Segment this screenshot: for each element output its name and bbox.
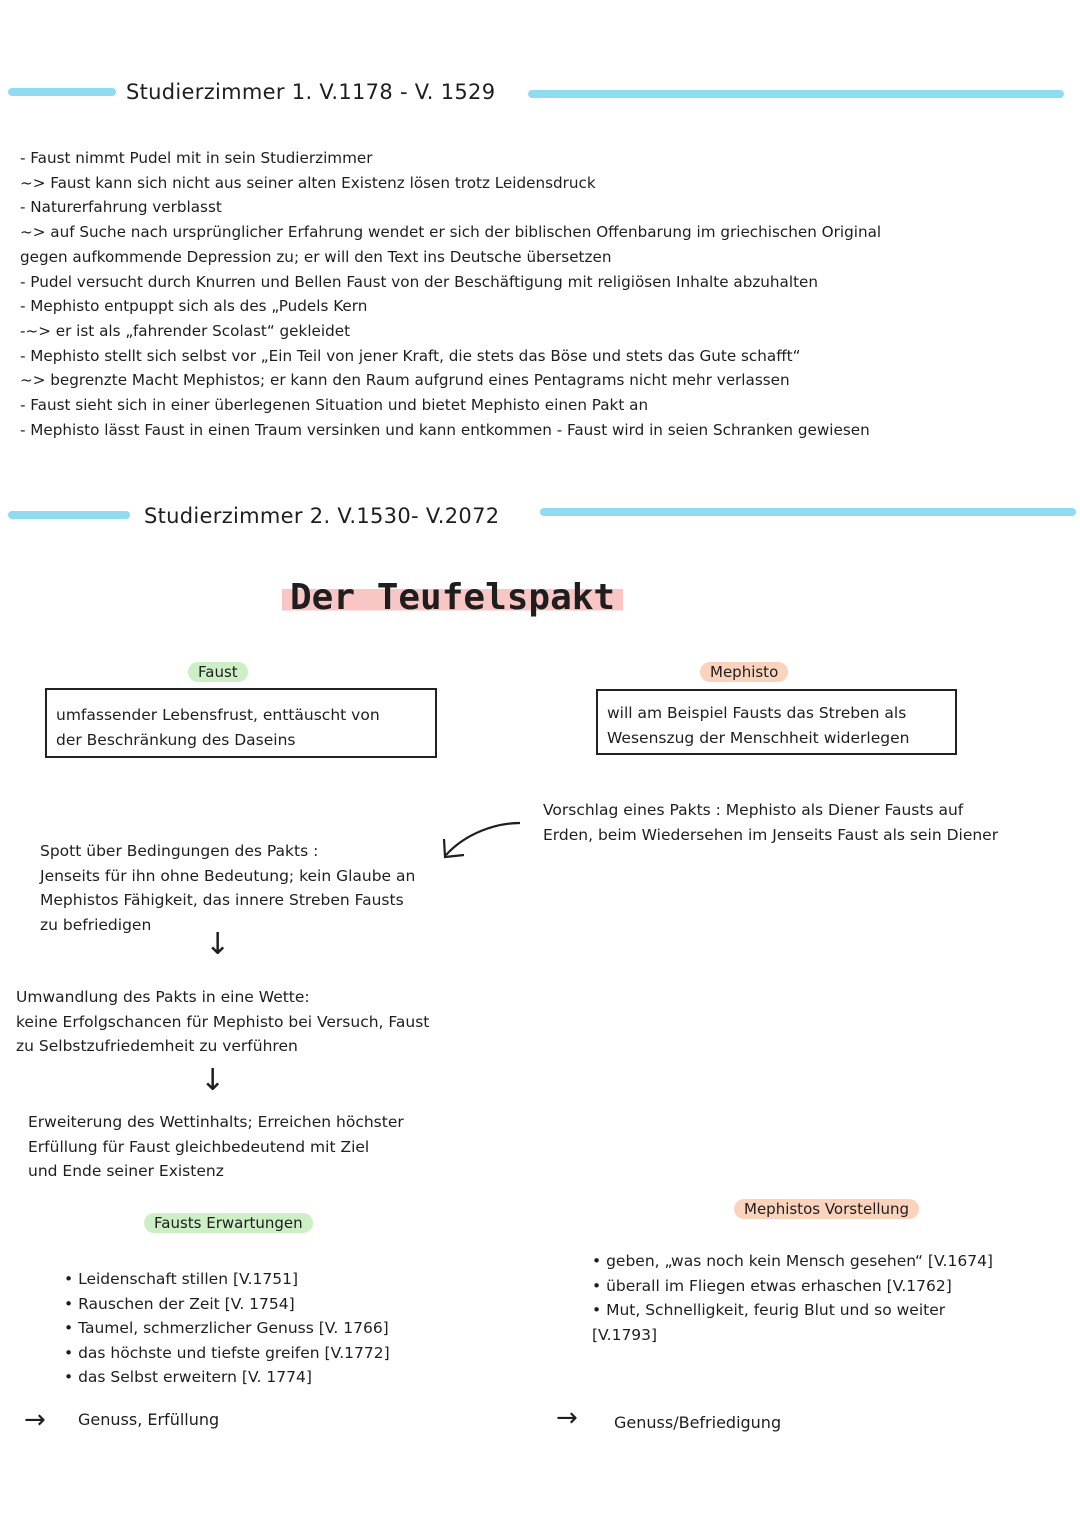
note-line: - Faust nimmt Pudel mit in sein Studierzimmer (20, 149, 373, 167)
extension-line: Erweiterung des Wettinhalts; Erreichen höchster (28, 1113, 404, 1131)
note-line: ~> Faust kann sich nicht aus seiner alten Existenz lösen trotz Leidensdruck (20, 173, 596, 192)
proposal-line: Erden, beim Wiedersehen im Jenseits Faust als sein Diener (543, 825, 999, 844)
note-line: -~> er ist als „fahrender Scolast“ gekleidet (20, 321, 351, 340)
mockery-text (40, 839, 415, 937)
note-line: - Mephisto stellt sich selbst vor „Ein Teil von jener Kraft, die stets das Böse und stets das Gute schafft“ (20, 346, 801, 365)
bet-line: keine Erfolgschancen für Mephisto bei Versuch, Faust (16, 1012, 430, 1031)
extension-text (28, 1110, 404, 1184)
mockery-line: Mephistos Fähigkeit, das innere Streben Fausts (40, 891, 404, 909)
list-item: [V.1793] (592, 1325, 658, 1344)
mockery-line: Jenseits für ihn ohne Bedeutung; kein Glaube an (40, 866, 416, 885)
list-item: • Rauschen der Zeit [V. 1754] (64, 1292, 390, 1317)
section2-title: Studierzimmer 2. V.1530- V.2072 (144, 504, 500, 528)
bet-line: zu Selbstzufriedemheit zu verführen (16, 1037, 298, 1055)
expectations-list (64, 1267, 390, 1390)
list-item: • Taumel, schmerzlicher Genuss [V. 1766] (64, 1316, 390, 1341)
mockery-line: Spott über Bedingungen des Pakts : (40, 842, 319, 860)
bet-text (16, 985, 429, 1059)
expectations-tag: Fausts Erwartungen (144, 1213, 313, 1233)
faust-box-line: der Beschränkung des Daseins (56, 731, 296, 749)
mephisto-box-line: will am Beispiel Fausts das Streben als (607, 704, 907, 722)
proposal-line: Vorschlag eines Pakts : Mephisto als Diener Fausts auf (543, 801, 964, 819)
list-item: • überall im Fliegen etwas erhaschen [V.1762] (592, 1274, 993, 1299)
mephisto-idea-tag: Mephistos Vorstellung (734, 1199, 919, 1219)
note-line: gegen aufkommende Depression zu; er will den Text ins Deutsche übersetzen (20, 247, 612, 266)
mephisto-box (596, 689, 957, 755)
note-line: - Pudel versucht durch Knurren und Bellen Faust von der Beschäftigung mit religiösen Inhalte abzuhalten (20, 272, 819, 291)
mephisto-idea-conclusion: Genuss/Befriedigung (614, 1413, 782, 1432)
section1-notes (20, 146, 1060, 442)
mephisto-tag: Mephisto (700, 662, 788, 682)
note-line: ~> auf Suche nach ursprünglicher Erfahrung wendet er sich der biblischen Offenbarung im griechischen Original (20, 223, 882, 242)
extension-line: und Ende seiner Existenz (28, 1162, 224, 1180)
note-line: ~> begrenzte Macht Mephistos; er kann den Raum aufgrund eines Pentagrams nicht mehr verlassen (20, 371, 790, 390)
note-line: - Faust sieht sich in einer überlegenen Situation und bietet Mephisto einen Pakt an (20, 396, 649, 415)
mockery-line: zu befriedigen (40, 915, 152, 934)
right-arrow-icon: → (556, 1403, 578, 1433)
section1-title: Studierzimmer 1. V.1178 - V. 1529 (126, 80, 496, 104)
section1-bar-left (8, 88, 116, 96)
extension-line: Erfüllung für Faust gleichbedeutend mit Ziel (28, 1137, 370, 1156)
expectations-conclusion: Genuss, Erfüllung (78, 1410, 220, 1429)
mephisto-idea-list (592, 1249, 993, 1347)
note-line: - Mephisto entpuppt sich als des „Pudels Kern (20, 297, 368, 316)
section1-bar-right (528, 90, 1064, 98)
section2-bar-left (8, 511, 130, 519)
list-item: • Leidenschaft stillen [V.1751] (64, 1267, 390, 1292)
down-arrow-icon: ↓ (205, 927, 231, 962)
note-line: - Naturerfahrung verblasst (20, 198, 222, 217)
down-arrow-icon: ↓ (200, 1063, 226, 1098)
proposal-text (543, 798, 998, 847)
curved-arrow-icon (436, 815, 526, 865)
list-item: • das höchste und tiefste greifen [V.1772] (64, 1341, 390, 1366)
faust-tag: Faust (188, 662, 248, 682)
section2-bar-right (540, 508, 1076, 516)
bet-line: Umwandlung des Pakts in eine Wette: (16, 988, 310, 1006)
faust-box (45, 688, 437, 758)
main-title: Der Teufelspakt (282, 576, 623, 620)
note-line: - Mephisto lässt Faust in einen Traum versinken und kann entkommen - Faust wird in seien Schranken gewiesen (20, 420, 870, 439)
list-item: • das Selbst erweitern [V. 1774] (64, 1365, 390, 1390)
faust-box-line: umfassender Lebensfrust, enttäuscht von (56, 706, 380, 724)
list-item: • Mut, Schnelligkeit, feurig Blut und so weiter (592, 1298, 993, 1323)
mephisto-box-line: Wesenszug der Menschheit widerlegen (607, 729, 910, 747)
right-arrow-icon: → (24, 1405, 46, 1435)
list-item: • geben, „was noch kein Mensch gesehen“ [V.1674] (592, 1249, 993, 1274)
